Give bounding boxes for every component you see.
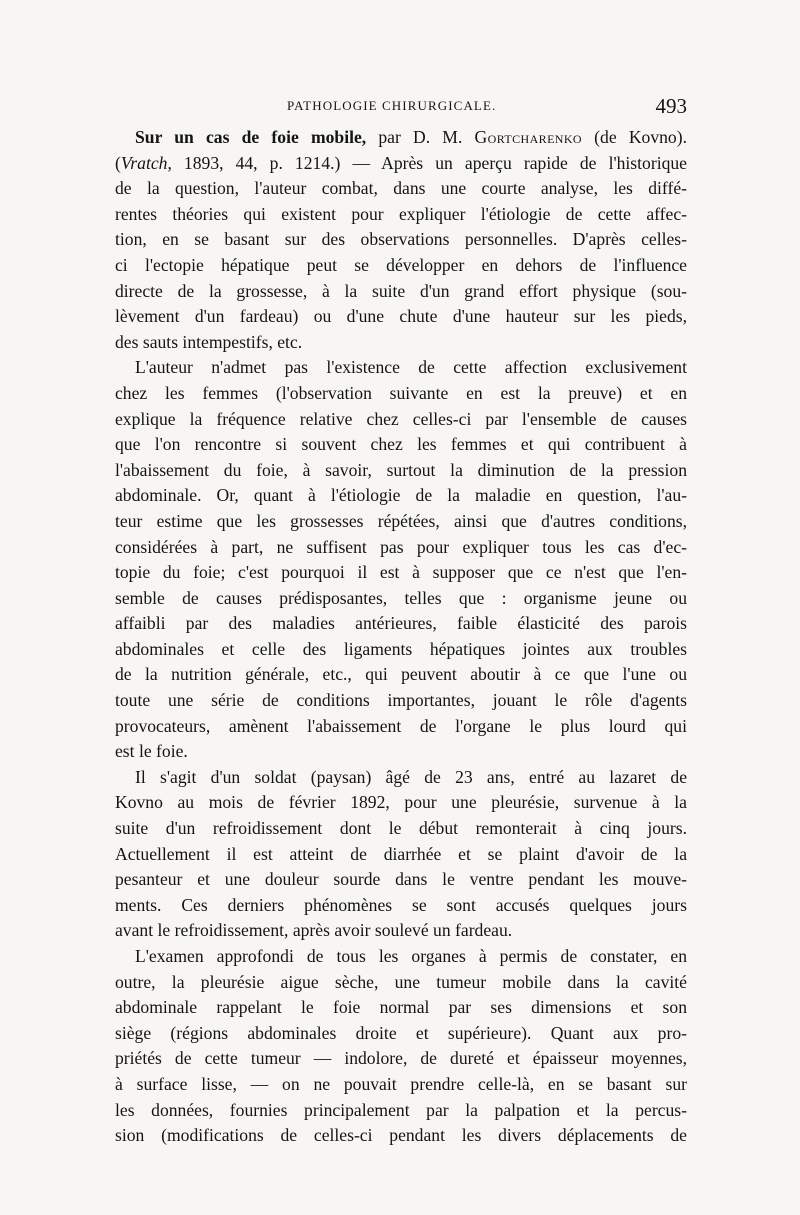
text-line: tion, en se basant sur des observations personnelles. D'après celles- — [115, 229, 687, 250]
page-number: 493 — [655, 94, 687, 118]
text-line: les données, fournies principalement par la palpation et la percus- — [115, 1099, 687, 1120]
text-line: provocateurs, amènent l'abaissement de l'organe le plus lourd qui — [115, 715, 687, 736]
text-line: chez les femmes (l'observation suivante en est la preuve) et en — [115, 382, 687, 403]
text-line: teur estime que les grossesses répétées, ainsi que d'autres conditions, — [115, 510, 687, 531]
text-line: est le foie. — [115, 741, 188, 762]
article-body — [115, 125, 687, 1149]
journal-name: Vratch — [120, 152, 168, 173]
text-line: à surface lisse, — on ne pouvait prendre celle-là, en se basant sur — [115, 1073, 687, 1094]
author-name: Gortcharenko — [474, 127, 582, 147]
text-line: explique la fréquence relative chez celles-ci par l'ensemble de causes — [115, 408, 687, 429]
text-line: de la nutrition générale, etc., qui peuvent aboutir à ce que l'une ou — [115, 664, 687, 685]
text-line: ments. Ces derniers phénomènes se sont accusés quelques jours — [115, 894, 687, 915]
text-line: de la question, l'auteur combat, dans une courte analyse, les diffé- — [115, 178, 687, 199]
running-header — [115, 94, 687, 122]
text-line: affaibli par des maladies antérieures, faible élasticité des parois — [115, 613, 687, 634]
text-line: avant le refroidissement, après avoir soulevé un fardeau. — [115, 920, 513, 941]
text-line: semble de causes prédisposantes, telles que : organisme jeune ou — [115, 587, 687, 608]
text-line: L'auteur n'admet pas l'existence de cette affection exclusivement — [135, 357, 687, 378]
text-line: directe de la grossesse, à la suite d'un grand effort physique (sou- — [115, 280, 687, 301]
text-line: lèvement d'un fardeau) ou d'une chute d'une hauteur sur les pieds, — [115, 306, 687, 327]
text-line: l'abaissement du foie, à savoir, surtout la diminution de la pression — [115, 459, 687, 480]
text-line: Kovno au mois de février 1892, pour une pleurésie, survenue à la — [115, 792, 687, 813]
text-line: topie du foie; c'est pourquoi il est à supposer que ce n'est que l'en- — [115, 562, 687, 583]
article-heading-line — [115, 125, 687, 151]
citation-rest: , 1893, 44, p. 1214.) — Après un aperçu rapide de l'historique — [167, 152, 687, 173]
text-line: priétés de cette tumeur — indolore, de dureté et épaisseur moyennes, — [115, 1048, 687, 1069]
author-prefix: par D. M. — [366, 127, 475, 147]
text-line: considérées à part, ne suffisent pas pour expliquer tous les cas d'ec- — [115, 536, 687, 557]
running-title: PATHOLOGIE CHIRURGICALE. — [287, 98, 497, 113]
journal-open: ( — [115, 152, 121, 173]
text-line: pesanteur et une douleur sourde dans le ventre pendant les mouve- — [115, 869, 687, 890]
text-line: sion (modifications de celles-ci pendant les divers déplacements de — [115, 1125, 687, 1146]
text-line: des sauts intempestifs, etc. — [115, 331, 303, 352]
text-line: que l'on rencontre si souvent chez les femmes et qui contribuent à — [115, 434, 687, 455]
text-line: suite d'un refroidissement dont le début remonterait à cinq jours. — [115, 818, 687, 839]
citation-line — [115, 151, 687, 177]
text-line: outre, la pleurésie aigue sèche, une tumeur mobile dans la cavité — [115, 971, 687, 992]
text-line: abdominale. Or, quant à l'étiologie de la maladie en question, l'au- — [115, 485, 687, 506]
text-line: L'examen approfondi de tous les organes à permis de constater, en — [135, 946, 687, 966]
text-line: siège (régions abdominales droite et supérieure). Quant aux pro- — [115, 1022, 687, 1043]
text-line: abdominale rappelant le foie normal par ses dimensions et son — [115, 997, 687, 1018]
text-line: Il s'agit d'un soldat (paysan) âgé de 23 ans, entré au lazaret de — [135, 766, 687, 787]
text-line: ci l'ectopie hépatique peut se développer en dehors de l'influence — [115, 254, 687, 275]
text-line: abdominales et celle des ligaments hépatiques jointes aux troubles — [115, 638, 687, 659]
text-line: rentes théories qui existent pour expliquer l'étiologie de cette affec- — [115, 203, 687, 224]
text-line: toute une série de conditions importantes, jouant le rôle d'agents — [115, 690, 687, 711]
author-suffix: (de Kovno). — [582, 127, 687, 147]
text-line: Actuellement il est atteint de diarrhée et se plaint d'avoir de la — [115, 843, 687, 864]
article-title: Sur un cas de foie mobile, — [135, 127, 367, 147]
